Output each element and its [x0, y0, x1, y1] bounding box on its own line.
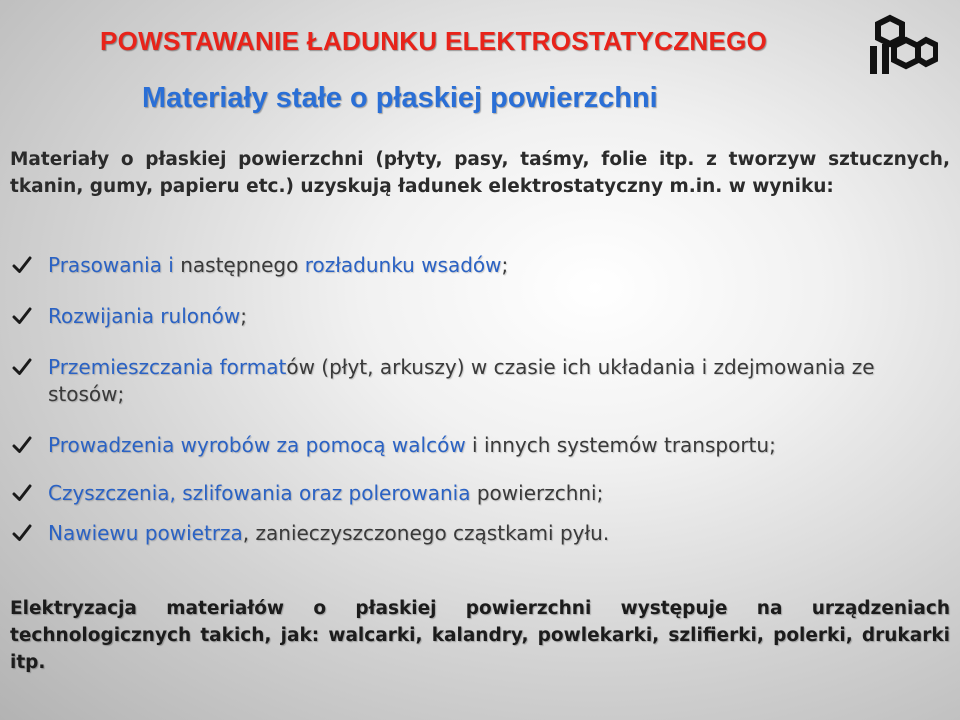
slide-title: POWSTAWANIE ŁADUNKU ELEKTROSTATYCZNEGO — [100, 26, 768, 56]
item-highlight: Przemieszczania format — [48, 355, 287, 379]
cause-list — [12, 252, 947, 547]
item-text: i innych systemów transportu; — [465, 433, 776, 457]
checkmark-icon — [12, 523, 32, 543]
checkmark-icon — [12, 306, 32, 326]
list-item — [12, 480, 947, 507]
item-text: , zanieczyszczonego cząstkami pyłu. — [242, 521, 610, 545]
list-item — [12, 252, 947, 279]
item-highlight: rozładunku wsadów — [304, 253, 502, 277]
ipo-logo — [868, 14, 938, 76]
item-text: następnego — [173, 253, 305, 277]
conclusion-paragraph: Elektryzacja materiałów o płaskiej powierzchni występuje na urządzeniach technologicznych takich, jak: walcarki, kalandry, powlekarki, szlifierki, polerki, drukarki itp. — [10, 598, 950, 673]
slide-subtitle: Materiały stałe o płaskiej powierzchni — [142, 82, 658, 114]
intro-paragraph: Materiały o płaskiej powierzchni (płyty, pasy, taśmy, folie itp. z tworzyw sztucznych, tkanin, gumy, papieru etc.) uzyskują ładunek elektrostatyczny m.in. w wyniku: — [10, 149, 950, 197]
checkmark-icon — [12, 435, 32, 455]
item-highlight: Prowadzenia wyrobów za pomocą walców — [48, 433, 466, 457]
item-text: powierzchni; — [470, 481, 604, 505]
list-item — [12, 520, 947, 547]
checkmark-icon — [12, 357, 32, 377]
item-text: ; — [501, 253, 509, 277]
item-text: ; — [240, 304, 248, 328]
item-highlight: Prasowania i — [48, 253, 174, 277]
item-highlight: Czyszczenia, szlifowania oraz polerowania — [48, 481, 471, 505]
list-item — [12, 303, 947, 330]
list-item — [12, 432, 947, 459]
checkmark-icon — [12, 483, 32, 503]
item-highlight: Rozwijania rulonów — [48, 304, 241, 328]
list-item — [12, 354, 947, 408]
checkmark-icon — [12, 255, 32, 275]
item-text: ów (płyt, arkuszy) w czasie ich układania i zdejmowania ze stosów; — [48, 355, 875, 406]
item-highlight: Nawiewu powietrza — [48, 521, 243, 545]
